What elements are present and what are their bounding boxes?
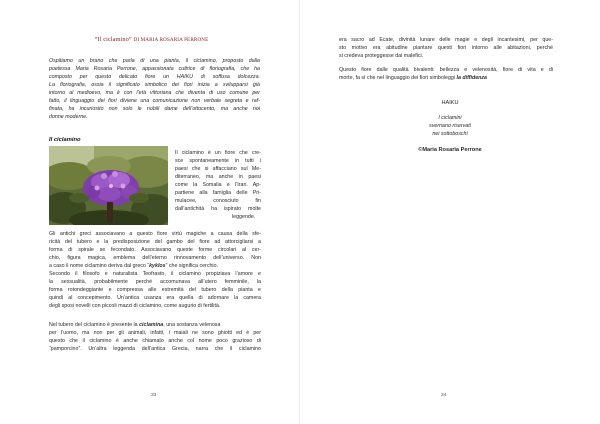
term-kyklos: kyklos xyxy=(149,263,166,269)
intro-line: intorno al medioevo, ma è con l’età vittoriana che diventa di uso comune per xyxy=(49,90,260,96)
intro-line: poetessa Maria Rosaria Perrone, appassionata cultrice di floriografia, che ha xyxy=(49,66,260,72)
right-body-line: era sacro ad Ecate, divinità lunare delle magie e degli incantesimi, per que- xyxy=(339,37,553,43)
side-text-line: dall’antichità ha ispirato molte xyxy=(175,206,261,212)
body-line: per l’uomo, ma non per gli animali, infatti, i maiali ne sono ghiotti ed è per xyxy=(49,330,261,336)
body-line: Secondo il filosofo e naturalista Teofrasto, il ciclamino propiziava l’amore e xyxy=(49,271,261,277)
side-text-line: paesi che si affacciano sul Me- xyxy=(175,166,261,172)
intro-line: La floriografia, ossia il significato simbolico dei fiori inizia a svilupparsi già xyxy=(49,82,260,88)
body-text: morte, fa sì che nel linguaggio dei fiori simboleggi xyxy=(339,75,457,81)
side-text-line: partiene alla famiglia delle Pri- xyxy=(175,190,261,196)
side-text-line: come la Somalia e l’Iran. Ap- xyxy=(175,182,261,188)
term-diffidenza: la diffidenza xyxy=(456,75,487,81)
body-line: degli sposi novelli con piccoli mazzi di ciclamino, come augurio di fertilità. xyxy=(49,303,221,309)
body-line: la sessualità, probabilmente perché accomunava all’utero femminile, la xyxy=(49,279,261,285)
body-line: chio, figura magica, emblema dell’eterno rinnovamento dell’universo. Non xyxy=(49,255,261,261)
right-body-line: sto motivo era abitudine piantare questi fiori intorno alle abitazioni, perché xyxy=(339,45,553,51)
side-text-line: leggende. xyxy=(232,214,256,220)
side-text-line: diterraneo, ma anche in paesi xyxy=(175,174,261,180)
right-body-line: Questo fiore dalle qualità bivalenti: bellezza e velenosità, fiore di vita e di xyxy=(339,67,553,73)
page-number-right: 34 xyxy=(441,393,447,398)
body-text: , una sostanza velenosa xyxy=(163,322,221,328)
body-line: Gli antichi greci associavano a questo fiore virtù magiche a causa della sfe- xyxy=(49,231,261,237)
body-text: a caso il nome ciclamino deriva dal greco “ xyxy=(49,263,150,269)
right-page xyxy=(300,0,600,424)
article-title xyxy=(46,36,257,43)
intro-line: donne moderne. xyxy=(49,114,88,120)
side-text-line: sce spontaneamente in tutti i xyxy=(175,158,261,164)
body-line: ricità del tubero e la predisposizione del gambo del fiore ad attorcigliarsi a xyxy=(49,239,261,245)
cyclamen-photo xyxy=(49,146,168,225)
intro-line: Ospitiamo un brano che parla di una pianta, il ciclamino, proposto dalla xyxy=(49,58,260,64)
page-number-left: 33 xyxy=(151,393,157,398)
intro-line: finata, ha incuriosito non solo le nobili dame dell’ottocento, ma anche noi xyxy=(49,106,260,112)
body-text: Nel tubero del ciclamino è presente la xyxy=(49,322,140,328)
body-line: “pamporcino”. Un’altra leggenda dell’antica Grecia, narra che il ciclamino xyxy=(49,346,261,352)
section-heading: Il ciclamino xyxy=(49,137,81,143)
body-line: forma rotondeggiante e compressa alle estremità del tubero della pianta e xyxy=(49,287,261,293)
right-body-line: si credeva proteggesse dai malefici. xyxy=(339,53,424,59)
body-line-kyklos xyxy=(49,262,218,270)
haiku-line: I ciclamini xyxy=(438,115,462,121)
body-line: quindi al concepimento. Un’antica usanza era quella di adornare la camera xyxy=(49,295,261,301)
body-line: questo che il ciclamino è anche chiamato anche col nome poco grazioso di xyxy=(49,338,261,344)
intro-line: fatto, il linguaggio dei fiori diviene una comunicazione non verbale segreta e raf- xyxy=(49,98,260,104)
haiku-line: svernano riservati xyxy=(429,123,471,129)
title-author: DI MARIA ROSARIA PERRONE xyxy=(133,37,209,43)
cyclamen-illustration xyxy=(49,146,168,225)
right-body-line-diffidenza xyxy=(339,74,487,82)
side-text-line: mulacee, conosciuto fin xyxy=(175,198,261,204)
haiku-line: nei sottoboschi xyxy=(432,131,468,137)
title-main: “Il ciclamino” xyxy=(94,36,132,43)
intro-line: composto per questo delicato fiore un HAIKU di soffusa dolcezza. xyxy=(49,74,260,80)
haiku-heading: HAIKU xyxy=(441,100,459,106)
term-ciclamina: ciclamina xyxy=(139,322,164,328)
author-signature: ©Maria Rosaria Perrone xyxy=(418,147,482,153)
body-text: ” che significa cerchio. xyxy=(165,263,219,269)
side-text-line: Il ciclamino è un fiore che cre- xyxy=(175,150,261,156)
body-line-ciclamina xyxy=(49,321,220,329)
body-line: forma di spirale se fecondato. Associavano queste forme circolari al cer- xyxy=(49,247,261,253)
